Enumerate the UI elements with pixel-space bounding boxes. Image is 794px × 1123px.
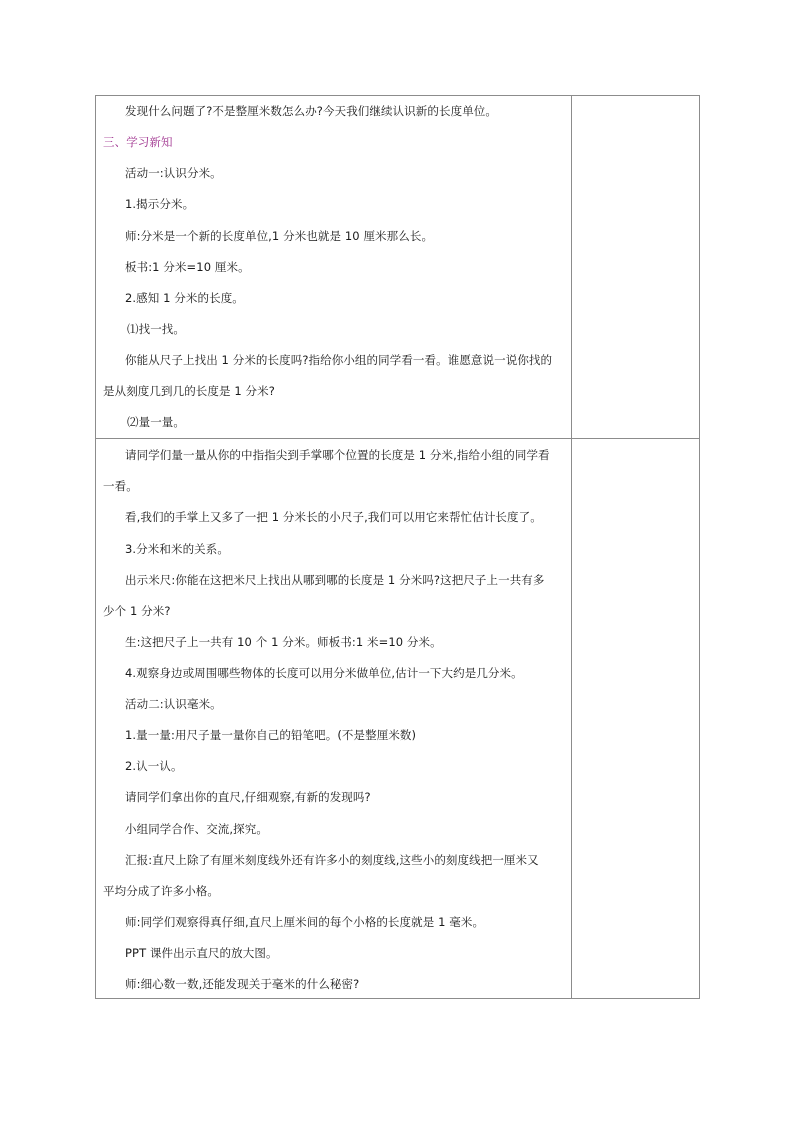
text-line: 是从刻度几到几的长度是 1 分米?: [103, 384, 275, 398]
text-line: 少个 1 分米?: [103, 604, 171, 618]
text-line: 4.观察身边或周围哪些物体的长度可以用分米做单位,估计一下大约是几分米。: [125, 666, 523, 680]
text-line: 一看。: [103, 479, 138, 493]
text-line: 2.认一认。: [125, 759, 183, 773]
text-line: 1.揭示分米。: [125, 197, 195, 211]
text-line: 出示米尺:你能在这把米尺上找出从哪到哪的长度是 1 分米吗?这把尺子上一共有多: [125, 573, 545, 587]
row-divider: [96, 438, 699, 439]
text-line: 请同学们拿出你的直尺,仔细观察,有新的发现吗?: [125, 790, 371, 804]
text-line: 板书:1 分米=10 厘米。: [125, 260, 250, 274]
section-heading: 三、学习新知: [103, 135, 173, 149]
text-line: 汇报:直尺上除了有厘米刻度线外还有许多小的刻度线,这些小的刻度线把一厘米又: [125, 853, 539, 867]
text-line: 1.量一量:用尺子量一量你自己的铅笔吧。(不是整厘米数): [125, 728, 417, 742]
text-line: 2.感知 1 分米的长度。: [125, 291, 244, 305]
text-line: 你能从尺子上找出 1 分米的长度吗?指给你小组的同学看一看。谁愿意说一说你找的: [125, 353, 553, 367]
column-divider: [571, 96, 572, 998]
text-line: 师:同学们观察得真仔细,直尺上厘米间的每个小格的长度就是 1 毫米。: [125, 915, 485, 929]
text-line: 师:分米是一个新的长度单位,1 分米也就是 10 厘米那么长。: [125, 229, 434, 243]
text-line: 发现什么问题了?不是整厘米数怎么办?今天我们继续认识新的长度单位。: [125, 104, 498, 118]
text-line: 师:细心数一数,还能发现关于毫米的什么秘密?: [125, 977, 360, 991]
text-line: 看,我们的手掌上又多了一把 1 分米长的小尺子,我们可以用它来帮忙估计长度了。: [125, 510, 542, 524]
text-line: 生:这把尺子上一共有 10 个 1 分米。师板书:1 米=10 分米。: [125, 635, 442, 649]
text-line: ⑴找一找。: [127, 322, 185, 336]
text-line: 活动一:认识分米。: [125, 166, 222, 180]
text-line: 3.分米和米的关系。: [125, 542, 229, 556]
text-line: 小组同学合作、交流,探究。: [125, 822, 268, 836]
text-line: 平均分成了许多小格。: [103, 884, 219, 898]
text-line: PPT 课件出示直尺的放大图。: [125, 946, 278, 960]
text-line: 活动二:认识毫米。: [125, 697, 222, 711]
lesson-plan-table: [95, 95, 700, 999]
text-line: ⑵量一量。: [127, 415, 185, 429]
text-line: 请同学们量一量从你的中指指尖到手掌哪个位置的长度是 1 分米,指给小组的同学看: [125, 448, 550, 462]
